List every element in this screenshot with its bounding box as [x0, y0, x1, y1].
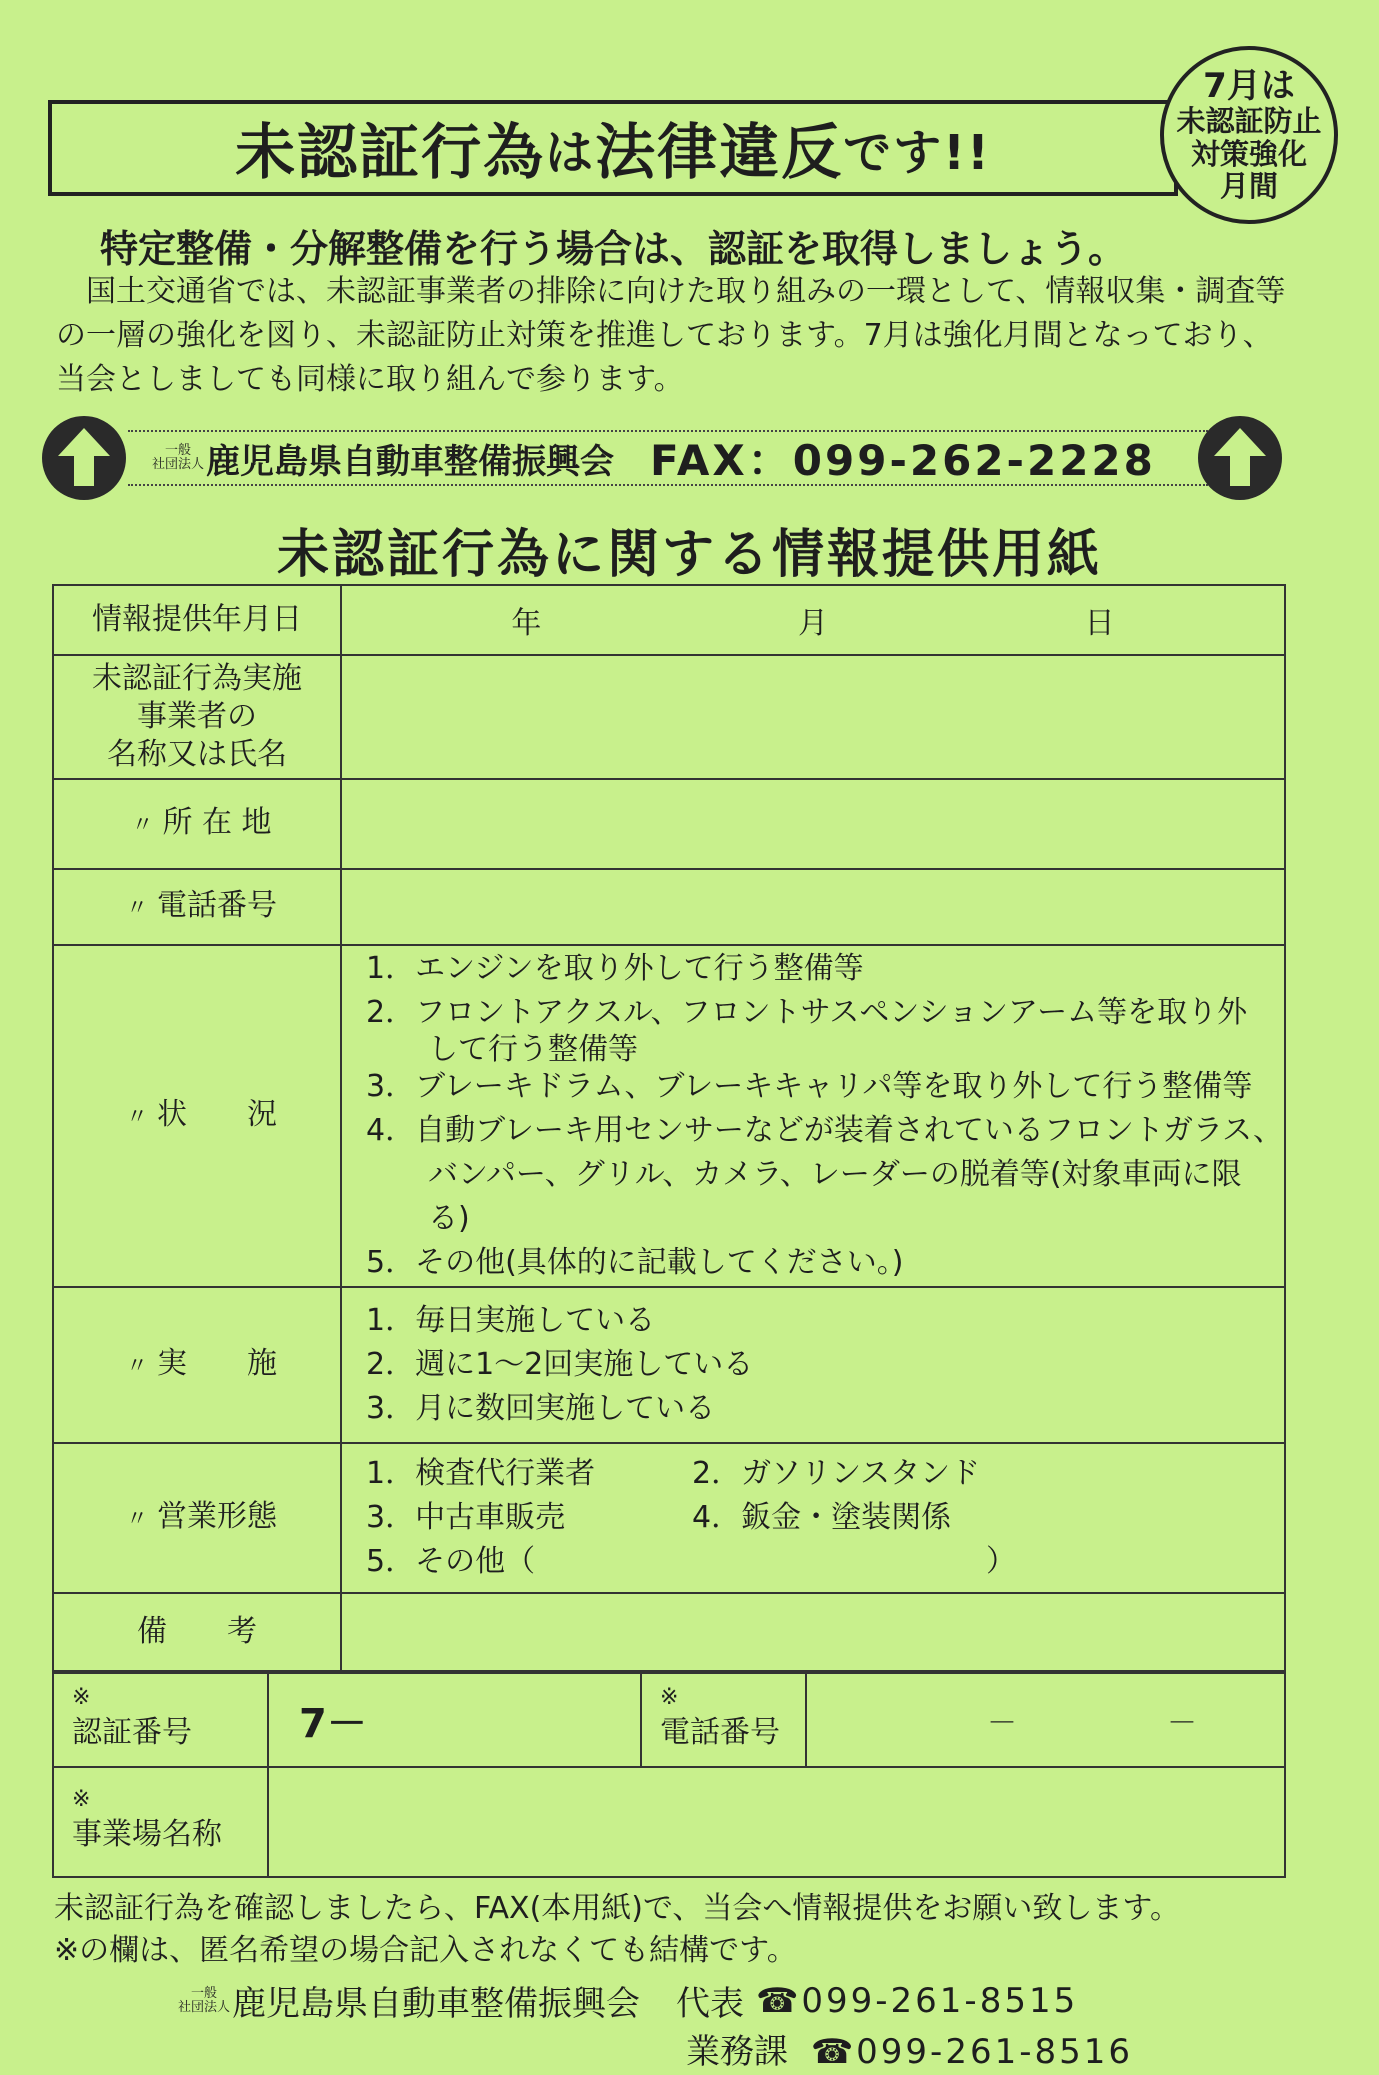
- status-option-4-cont: バンパー、グリル、カメラ、レーダーの脱着等(対象車両に限る): [428, 1157, 1242, 1236]
- status-option-2[interactable]: 2．フロントアクスル、フロントサスペンションアーム等を取り外: [366, 995, 1248, 1030]
- contact-line-2: [686, 2024, 1133, 2073]
- name-label-line-3: 名称又は氏名: [107, 737, 287, 772]
- name-label: [53, 655, 341, 779]
- cert-phone-label-text: 電話番号: [660, 1715, 780, 1750]
- site-label-text: 事業場名称: [72, 1817, 222, 1852]
- site-label: [53, 1767, 268, 1877]
- up-arrow-icon-right: [1198, 416, 1282, 500]
- contact-dept-label: 業務課: [686, 2032, 788, 2072]
- frequency-option-1[interactable]: 1．毎日実施している: [366, 1303, 656, 1338]
- date-day: 日: [1084, 606, 1115, 641]
- site-name-field[interactable]: [268, 1767, 1285, 1877]
- notes-line-2: ※の欄は、匿名希望の場合記入されなくても結構です。: [54, 1933, 797, 1968]
- row-cert: [53, 1673, 1285, 1767]
- name-label-line-2: 事業者の: [137, 699, 257, 734]
- name-label-line-1: 未認証行為実施: [92, 661, 302, 696]
- phone-label-text: 電話番号: [157, 887, 277, 923]
- contact-org-prefix: [178, 1987, 230, 2015]
- row-status: [53, 945, 1285, 1287]
- row-site: [53, 1767, 1285, 1877]
- business-option-5[interactable]: 5．その他（: [366, 1544, 536, 1579]
- required-mark: ※: [72, 1787, 91, 1812]
- date-label: 情報提供年月日: [53, 585, 341, 655]
- date-field[interactable]: [341, 585, 1285, 655]
- business-option-1[interactable]: 1．検査代行業者: [366, 1456, 596, 1491]
- contact-dept-phone: ☎099-261-8516: [810, 2032, 1134, 2072]
- frequency-options: [341, 1287, 1285, 1443]
- contact-org-prefix-top: 一般: [191, 1985, 218, 2001]
- address-field[interactable]: [341, 779, 1285, 869]
- intro-paragraph: 国土交通省では、未認証事業者の排除に向けた取り組みの一環として、情報収集・調査等の一層の強化を図り、未認証防止対策を推進しております。7月は強化月間となっており、当会としましても同様に取り組んで参ります。: [56, 274, 1286, 397]
- phone-field[interactable]: [341, 869, 1285, 945]
- remarks-field[interactable]: [341, 1593, 1285, 1671]
- required-mark: ※: [660, 1685, 679, 1710]
- date-year: 年: [511, 606, 542, 641]
- name-field[interactable]: [341, 655, 1285, 779]
- business-option-5-close: ）: [986, 1544, 1016, 1579]
- contact-org-name: 鹿児島県自動車整備振興会: [232, 1984, 641, 2024]
- business-options: [341, 1443, 1285, 1593]
- remarks-label: 備 考: [53, 1593, 341, 1671]
- org-prefix-top: 一般: [165, 443, 192, 458]
- row-date: [53, 585, 1285, 655]
- frequency-label: [53, 1287, 341, 1443]
- cert-phone-field[interactable]: － －: [806, 1673, 1285, 1767]
- frequency-label-text: 実 施: [157, 1345, 277, 1381]
- date-month: 月: [797, 606, 828, 641]
- business-label: [53, 1443, 341, 1593]
- title-part-3: 法律違反: [595, 118, 844, 188]
- cert-number-field[interactable]: 7－: [268, 1673, 641, 1767]
- status-option-3[interactable]: 3．ブレーキドラム、ブレーキキャリパ等を取り外して行う整備等: [366, 1069, 1253, 1104]
- status-label-text: 状 況: [157, 1096, 277, 1132]
- contact-org-prefix-bottom: 社団法人: [178, 1999, 231, 2015]
- status-label: [53, 945, 341, 1287]
- title-part-2: は: [545, 124, 596, 181]
- title-part-4: です!!: [843, 124, 991, 181]
- ditto-mark: 〃: [125, 1506, 148, 1532]
- notes: [54, 1888, 1180, 1972]
- address-label: [53, 779, 341, 869]
- business-label-text: 営業形態: [157, 1498, 277, 1534]
- phone-label: [53, 869, 341, 945]
- cert-phone-label: [641, 1673, 806, 1767]
- fax-org-name: 鹿児島県自動車整備振興会: [206, 441, 615, 482]
- form-title: 未認証行為に関する情報提供用紙: [276, 525, 1102, 585]
- cert-table: [52, 1672, 1286, 1878]
- badge-line-4: 月間: [1219, 169, 1278, 204]
- status-option-2-cont: して行う整備等: [428, 1032, 638, 1067]
- up-arrow-icon-left: [42, 416, 126, 500]
- row-business: [53, 1443, 1285, 1593]
- status-options: [341, 945, 1285, 1287]
- business-option-3[interactable]: 3．中古車販売: [366, 1500, 566, 1535]
- contact-rep-phone: ☎099-261-8515: [756, 1980, 1079, 2021]
- info-form-table: [52, 584, 1286, 1672]
- cert-label-text: 認証番号: [72, 1715, 192, 1750]
- title-banner: [48, 100, 1178, 196]
- ditto-mark: 〃: [131, 812, 154, 838]
- ditto-mark: 〃: [125, 1353, 148, 1379]
- ditto-mark: 〃: [125, 1104, 148, 1130]
- badge-line-1: 7月は: [1203, 66, 1295, 107]
- campaign-badge: [1160, 46, 1338, 224]
- frequency-option-3[interactable]: 3．月に数回実施している: [366, 1391, 716, 1426]
- org-prefix: [152, 444, 204, 472]
- status-option-4[interactable]: 4．自動ブレーキ用センサーなどが装着されているフロントガラス、: [366, 1113, 1283, 1148]
- status-option-1[interactable]: 1．エンジンを取り外して行う整備等: [366, 951, 864, 986]
- business-option-2[interactable]: 2．ガソリンスタンド: [692, 1456, 981, 1491]
- notes-line-1: 未認証行為を確認しましたら、FAX(本用紙)で、当会へ情報提供をお願い致します。: [54, 1891, 1180, 1926]
- badge-line-2: 未認証防止: [1176, 104, 1322, 139]
- required-mark: ※: [72, 1685, 91, 1710]
- fax-number: FAX：099-262-2228: [650, 436, 1156, 485]
- fax-bar: [128, 430, 1208, 486]
- org-prefix-bottom: 社団法人: [152, 457, 205, 472]
- title-part-1: 未認証行為: [235, 118, 546, 188]
- ditto-mark: 〃: [125, 895, 148, 921]
- cert-label: [53, 1673, 268, 1767]
- row-address: [53, 779, 1285, 869]
- subtitle: 特定整備・分解整備を行う場合は、認証を取得しましょう。: [100, 227, 1127, 271]
- badge-line-3: 対策強化: [1190, 136, 1307, 171]
- business-option-4[interactable]: 4．鈑金・塗装関係: [692, 1500, 952, 1535]
- address-label-text: 所 在 地: [162, 804, 272, 840]
- contact-rep-label: 代表: [676, 1984, 745, 2024]
- status-option-5[interactable]: 5．その他(具体的に記載してください。): [366, 1245, 904, 1280]
- row-frequency: [53, 1287, 1285, 1443]
- row-remarks: [53, 1593, 1285, 1671]
- row-phone: [53, 869, 1285, 945]
- frequency-option-2[interactable]: 2．週に1～2回実施している: [366, 1347, 754, 1382]
- row-name: [53, 655, 1285, 779]
- contact-line-1: [178, 1976, 1078, 2025]
